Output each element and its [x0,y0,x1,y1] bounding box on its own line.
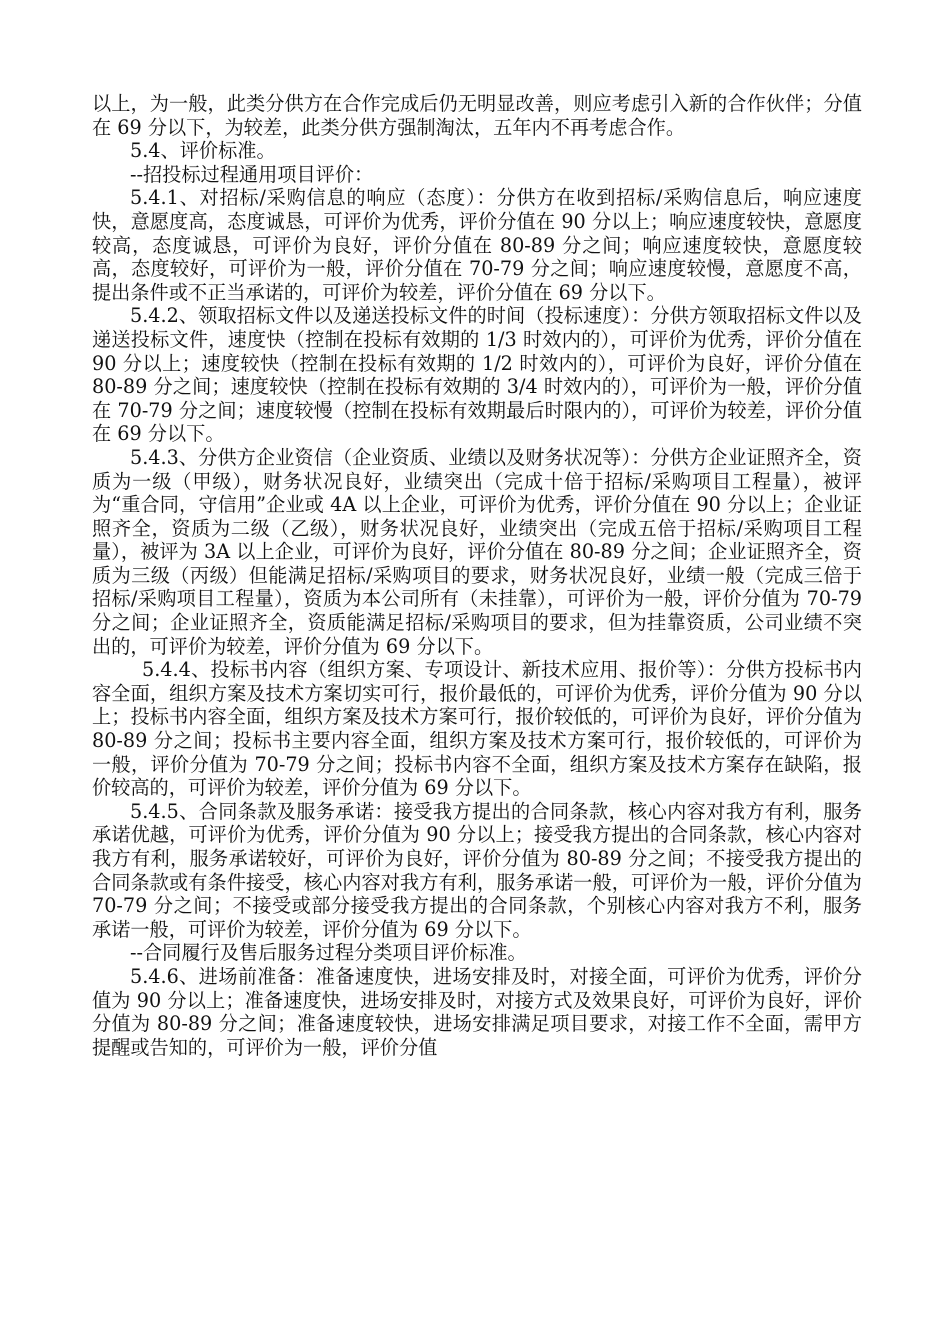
paragraph-5-4-3: 5.4.3、分供方企业资信（企业资质、业绩以及财务状况等）：分供方企业证照齐全，资质为一级（甲级），财务状况良好，业绩突出（完成十倍于招标/采购项目工程量），被评为“重合同，守信用”企业或 4A 以上企业，可评价为优秀，评价分值在 90 分以上；企业证照齐全，资质为二级（乙级），财务状况良好，业绩突出（完成五倍于招标/采购项目工程量），被评为 3A 以上企业，可评价为良好，评价分值在 80-89 分之间；企业证照齐全，资质为三级（丙级）但能满足招标/采购项目的要求，财务状况良好，业绩一般（完成三倍于招标/采购项目工程量），资质为本公司所有（未挂靠），可评价为一般，评价分值为 70-79 分之间；企业证照齐全，资质能满足招标/采购项目的要求，但为挂靠资质，公司业绩不突出的，可评价为较差，评价分值为 69 分以下。 [92,445,862,658]
section-heading-5-4: 5.4、评价标准。 [130,139,276,163]
paragraph-5-4-2: 5.4.2、领取招标文件以及递送投标文件的时间（投标速度）：分供方领取招标文件以及递送投标文件，速度快（控制在投标有效期的 1/3 时效内的），可评价为优秀，评价分值在 90 分以上；速度较快（控制在投标有效期的 1/2 时效内的），可评价为良好，评价分值在 80-89 分之间；速度较快（控制在投标有效期的 3/4 时效内的），可评价为一般，评价分值在 70-79 分之间；速度较慢（控制在投标有效期最后时限内的），可评价为较差，评价分值在 69 分以下。 [92,304,862,446]
subheading-contract-performance: --合同履行及售后服务过程分类项目评价标准。 [130,941,527,965]
document-page [92,92,862,1059]
paragraph-5-4-1: 5.4.1、对招标/采购信息的响应（态度）：分供方在收到招标/采购信息后，响应速度快，意愿度高，态度诚恳，可评价为优秀，评价分值在 90 分以上；响应速度较快，意愿度较高，态度诚恳，可评价为良好，评价分值在 80-89 分之间；响应速度较快，意愿度较高，态度较好，可评价为一般，评价分值在 70-79 分之间；响应速度较慢，意愿度不高，提出条件或不正当承诺的，可评价为较差，评价分值在 69 分以下。 [92,186,862,304]
paragraph-continuation: 以上，为一般，此类分供方在合作完成后仍无明显改善，则应考虑引入新的合作伙伴；分值在 69 分以下，为较差，此类分供方强制淘汰，五年内不再考虑合作。 [92,92,862,139]
paragraph-5-4-6: 5.4.6、进场前准备：准备速度快，进场安排及时，对接全面，可评价为优秀，评价分值为 90 分以上；准备速度快，进场安排及时，对接方式及效果良好，可评价为良好，评价分值为 80-89 分之间；准备速度较快，进场安排满足项目要求，对接工作不全面，需甲方提醒或告知的，可评价为一般，评价分值 [92,964,862,1059]
subheading-bidding-evaluation: --招投标过程通用项目评价： [130,162,374,186]
paragraph-5-4-5: 5.4.5、合同条款及服务承诺：接受我方提出的合同条款，核心内容对我方有利，服务承诺优越，可评价为优秀，评价分值为 90 分以上；接受我方提出的合同条款，核心内容对我方有利，服务承诺较好，可评价为良好，评价分值为 80-89 分之间；不接受我方提出的合同条款或有条件接受，核心内容对我方有利，服务承诺一般，可评价为一般，评价分值为 70-79 分之间；不接受或部分接受我方提出的合同条款，个别核心内容对我方不利，服务承诺一般，可评价为较差，评价分值为 69 分以下。 [92,799,862,941]
paragraph-5-4-4: 5.4.4、投标书内容（组织方案、专项设计、新技术应用、报价等）：分供方投标书内容全面，组织方案及技术方案切实可行，报价最低的，可评价为优秀，评价分值为 90 分以上；投标书内容全面，组织方案及技术方案可行，报价较低的，可评价为良好，评价分值为 80-89 分之间；投标书主要内容全面，组织方案及技术方案可行，报价较低的，可评价为一般，评价分值为 70-79 分之间；投标书内容不全面，组织方案及技术方案存在缺陷，报价较高的，可评价为较差，评价分值为 69 分以下。 [92,658,862,800]
